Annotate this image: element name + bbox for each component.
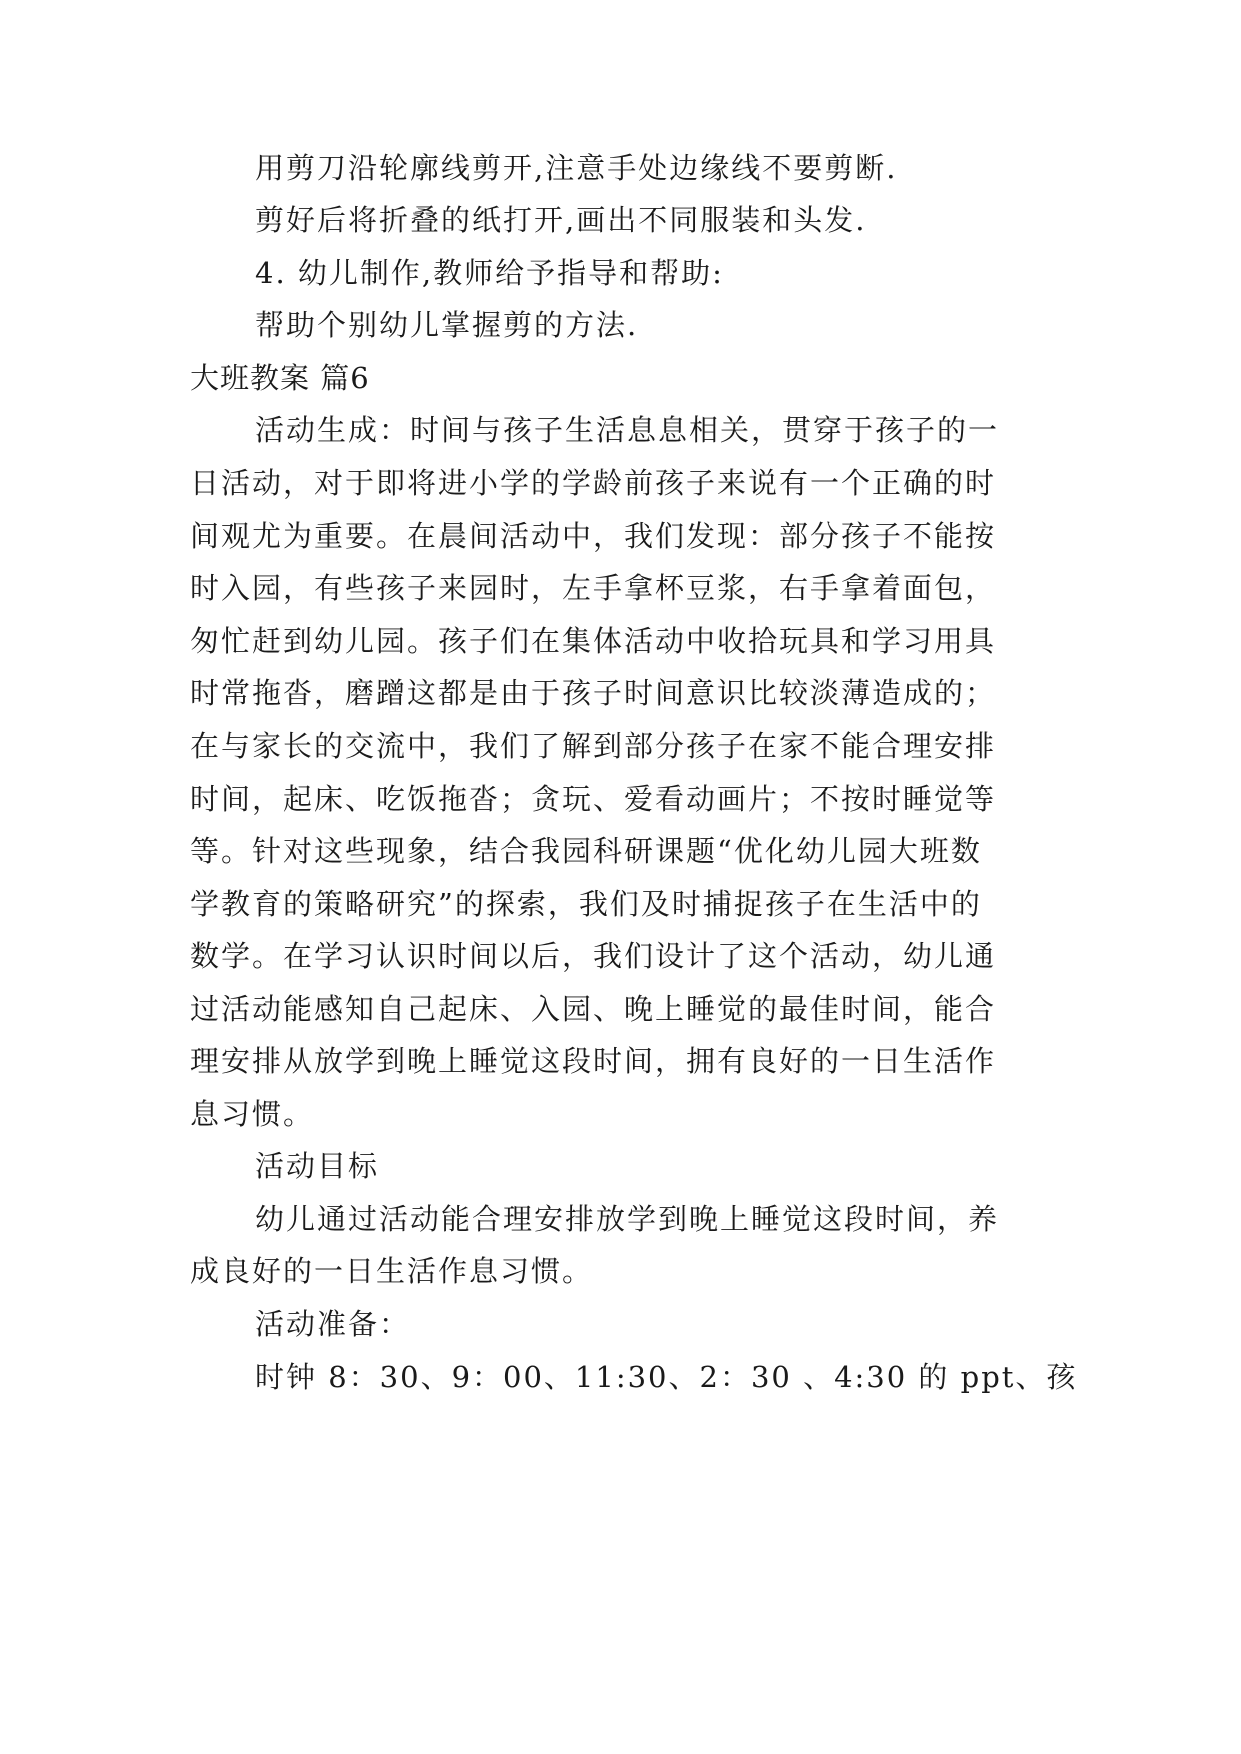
paragraph-line: 过活动能感知自己起床、入园、晚上睡觉的最佳时间，能合 — [190, 992, 997, 1026]
section-heading: 大班教案 篇6 — [190, 361, 370, 395]
paragraph-line: 理安排从放学到晚上睡觉这段时间，拥有良好的一日生活作 — [190, 1044, 997, 1078]
subheading-activity-prep: 活动准备： — [255, 1307, 411, 1341]
paragraph-line: 时间，起床、吃饭拖沓；贪玩、爱看动画片；不按时睡觉等 — [190, 782, 997, 816]
paragraph-line: 数学。在学习认识时间以后，我们设计了这个活动，幼儿通 — [190, 939, 997, 973]
text-line-help-children: 帮助个别幼儿掌握剪的方法. — [255, 308, 639, 342]
paragraph-line: 成良好的一日生活作息习惯。 — [190, 1254, 594, 1288]
paragraph-line: 时入园，有些孩子来园时，左手拿杯豆浆，右手拿着面包， — [190, 571, 997, 605]
text-line-step-4: 4. 幼儿制作,教师给予指导和帮助: — [255, 256, 724, 290]
paragraph-line: 时常拖沓，磨蹭这都是由于孩子时间意识比较淡薄造成的； — [190, 676, 997, 710]
paragraph-line: 学教育的策略研究”的探索，我们及时捕捉孩子在生活中的 — [190, 887, 982, 921]
paragraph-line: 间观尤为重要。在晨间活动中，我们发现：部分孩子不能按 — [190, 519, 997, 553]
paragraph-line: 日活动，对于即将进小学的学龄前孩子来说有一个正确的时 — [190, 466, 997, 500]
paragraph-line: 在与家长的交流中，我们了解到部分孩子在家不能合理安排 — [190, 729, 997, 763]
subheading-activity-goal: 活动目标 — [255, 1149, 380, 1183]
paragraph-line: 息习惯。 — [190, 1097, 315, 1131]
paragraph-line: 匆忙赶到幼儿园。孩子们在集体活动中收拾玩具和学习用具 — [190, 624, 997, 658]
paragraph-line: 等。针对这些现象，结合我园科研课题“优化幼儿园大班数 — [190, 834, 982, 868]
text-line-unfold-instruction: 剪好后将折叠的纸打开,画出不同服装和头发. — [255, 203, 867, 237]
paragraph-line: 时钟 8：30、9：00、11:30、2：30 、4:30 的 ppt、孩 — [255, 1360, 1078, 1394]
paragraph-line: 活动生成：时间与孩子生活息息相关，贯穿于孩子的一 — [255, 413, 1000, 447]
text-line-cutting-instruction: 用剪刀沿轮廓线剪开,注意手处边缘线不要剪断. — [255, 151, 898, 185]
paragraph-line: 幼儿通过活动能合理安排放学到晚上睡觉这段时间，养 — [255, 1202, 1000, 1236]
